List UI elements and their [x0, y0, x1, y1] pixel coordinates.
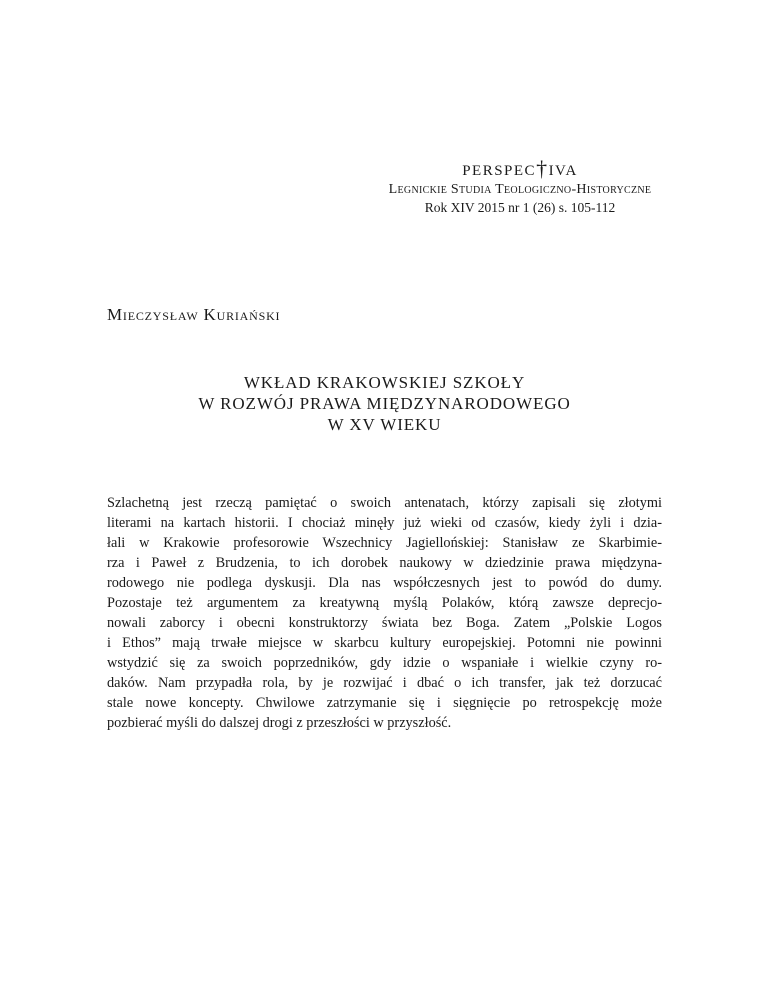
article-title-line: WKŁAD KRAKOWSKIEJ SZKOŁY	[243, 373, 526, 392]
journal-header	[330, 156, 710, 217]
paragraph-line: daków. Nam przypadła rola, by je rozwijać i dbać o ich transfer, jak też dorzucać	[107, 675, 662, 691]
journal-title-part1: perspec	[462, 156, 537, 180]
article-title-line: W ROZWÓJ PRAWA MIĘDZYNARODOWEGO	[198, 394, 571, 413]
paragraph-line: pozbierać myśli do dalszej drogi z przeszłości w przyszłość.	[107, 715, 452, 731]
paragraph-line: Szlachetną jest rzeczą pamiętać o swoich antenatach, którzy zapisali się złotymi	[107, 495, 662, 511]
journal-issue: Rok XIV 2015 nr 1 (26) s. 105-112	[424, 200, 616, 215]
paragraph-line: rza i Paweł z Brudzenia, to ich dorobek naukowy w dziedzinie prawa międzyna-	[107, 555, 662, 571]
paragraph-line: łali w Krakowie profesorowie Wszechnicy Jagiellońskiej: Stanisław ze Skarbimie-	[107, 535, 662, 551]
dagger-icon: †	[536, 156, 549, 181]
paragraph-line: i Ethos” mają trwałe miejsce w skarbcu kultury europejskiej. Potomni nie powinni	[107, 635, 662, 651]
author-name: Mieczysław Kuriański	[107, 305, 281, 324]
paragraph-line: nowali zaborcy i obecni konstruktorzy świata bez Boga. Zatem „Polskie Logos	[107, 615, 662, 631]
article-title	[107, 372, 662, 435]
paragraph-line: stale nowe koncepty. Chwilowe zatrzymanie się i sięgnięcie po retrospekcję może	[107, 695, 662, 711]
paragraph-line: wstydzić się za swoich poprzedników, gdy idzie o wspaniałe i wielkie czyny ro-	[107, 655, 662, 671]
journal-title	[330, 156, 710, 180]
paragraph-line: literami na kartach historii. I chociaż minęły już wieki od czasów, kiedy żyli i dzia-	[107, 515, 662, 531]
journal-subtitle: Legnickie Studia Teologiczno-Historyczne	[388, 182, 652, 197]
article-title-line: W XV WIEKU	[327, 415, 442, 434]
journal-title-part2: iva	[548, 156, 578, 180]
paragraph-line: Pozostaje też argumentem za kreatywną myślą Polaków, którą zawsze deprecjo-	[107, 595, 662, 611]
paragraph-line: rodowego nie podlega dyskusji. Dla nas współczesnych jest to powód do dumy.	[107, 575, 662, 591]
body-paragraph	[107, 493, 662, 733]
